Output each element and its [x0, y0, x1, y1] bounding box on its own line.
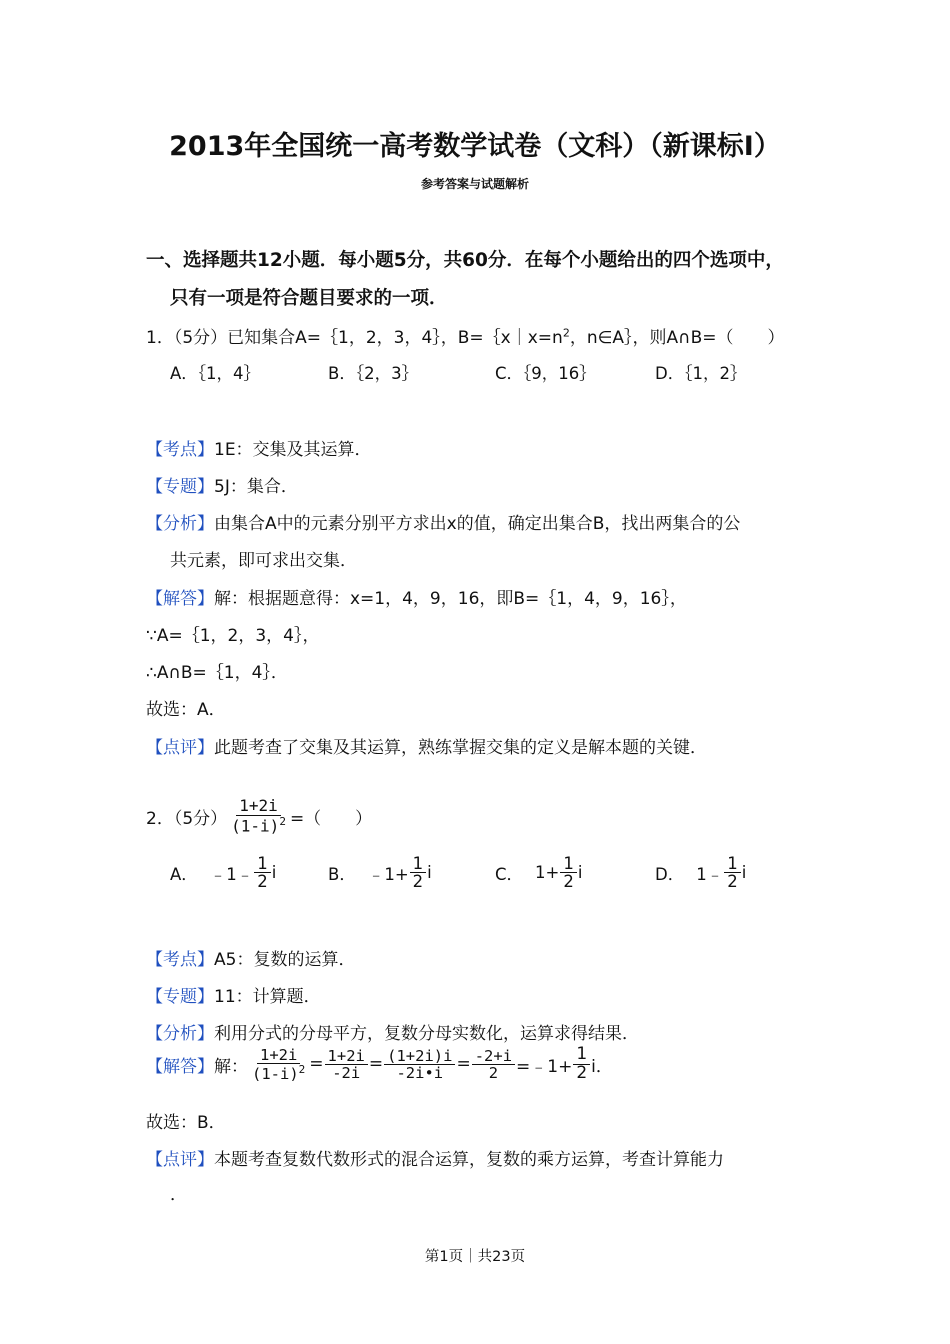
q2-step3-den: -2i•i: [396, 1063, 444, 1082]
q1-stem: [146, 323, 785, 348]
q1-option-d: D．｛1，2｝: [655, 364, 747, 383]
q2-tail-num: 1: [573, 1046, 590, 1065]
q2-zhuanti-text: 11：计算题．: [214, 987, 321, 1007]
q2-option-b: [328, 855, 432, 891]
q2-tail-den: 2: [576, 1062, 588, 1083]
page-title: 2013年全国统一高考数学试卷（文科）（新课标Ⅰ）: [169, 131, 781, 162]
q2-step4: [472, 1048, 515, 1082]
q2-step1-sup: 2: [298, 1062, 306, 1076]
q2-kaodian: [146, 945, 355, 970]
q2-fenxi-text: 利用分式的分母平方，复数分母实数化，运算求得结果．: [214, 1024, 639, 1044]
q1-fenxi: [146, 509, 740, 534]
q2-option-c-num: 1: [560, 855, 577, 873]
q2-option-c-i: i: [577, 863, 583, 883]
q2-step1-den-base: (1-i): [252, 1064, 299, 1083]
tag-dianping: 【点评】: [146, 738, 214, 758]
q1-kaodian: [146, 435, 372, 460]
q2-step1: [249, 1047, 308, 1083]
q2-tail-post: i．: [591, 1056, 613, 1077]
q2-eq-3: =: [456, 1054, 471, 1075]
tag-zhuanti-2: 【专题】: [146, 987, 214, 1007]
q2-step2-den: -2i: [332, 1063, 361, 1082]
q2-option-c-den: 2: [563, 872, 574, 892]
tag-kaodian: 【考点】: [146, 440, 214, 460]
tag-kaodian-2: 【考点】: [146, 950, 214, 970]
q2-eq-2: =: [368, 1054, 384, 1075]
q2-option-a-i: i: [271, 863, 277, 883]
q2-step1-num: 1+2i: [257, 1047, 300, 1064]
q2-option-d: [655, 855, 746, 891]
q1-fenxi-text-2: 共元素，即可求出交集．: [170, 551, 357, 571]
q1-zhuanti: [146, 472, 298, 497]
q2-kaodian-text: A5：复数的运算．: [214, 950, 356, 970]
q2-option-d-num: 1: [724, 855, 741, 873]
q1-dianping: [146, 733, 707, 758]
tag-zhuanti: 【专题】: [146, 477, 214, 497]
q2-fraction: [228, 798, 289, 835]
tag-fenxi: 【分析】: [146, 514, 214, 534]
tag-fenxi-2: 【分析】: [146, 1024, 214, 1044]
section-heading-line2: 只有一项是符合题目要求的一项．: [170, 288, 448, 309]
q2-option-c-label: C．: [495, 864, 524, 884]
q1-jieda: [146, 584, 687, 609]
q2-option-b-i: i: [427, 863, 432, 883]
page-footer: 第1页｜共23页: [424, 1249, 526, 1265]
q2-dianping-text-2: ．: [170, 1185, 187, 1205]
q2-frac-den: [228, 816, 289, 835]
q1-jieda-text: 解：根据题意得：x=1，4，9，16，即B=｛1，4，9，16｝，: [214, 589, 687, 609]
q2-stem: [146, 798, 372, 835]
q1-option-a: A．｛1，4｝: [170, 364, 261, 383]
q2-step4-num: -2+i: [472, 1048, 515, 1065]
q2-option-d-pre: 1﹣: [696, 864, 724, 884]
q2-option-d-label: D．: [655, 864, 685, 884]
q2-frac-num: 1+2i: [236, 798, 281, 816]
section-heading-line1: 一、选择题共12小题．每小题5分，共60分．在每个小题给出的四个选项中，: [146, 250, 784, 271]
page-subtitle: 参考答案与试题解析: [420, 177, 529, 191]
tag-jieda: 【解答】: [146, 589, 214, 609]
q2-option-a-frac: [254, 855, 271, 891]
q2-tail-frac: [573, 1046, 590, 1083]
q2-suffix: =（ ）: [289, 808, 373, 829]
q2-option-b-frac: [410, 855, 427, 891]
q1-answer: 故选：A．: [146, 700, 226, 720]
q1-stem-sup: 2: [562, 326, 570, 340]
q1-stem-a: 1．（5分）已知集合A=｛1，2，3，4｝，B=｛x｜x=n: [146, 328, 563, 348]
q1-option-b: B．｛2，3｝: [328, 364, 419, 383]
q1-fenxi-text-1: 由集合A中的元素分别平方求出x的值，确定出集合B，找出两集合的公: [214, 514, 741, 534]
q2-step3-num: (1+2i)i: [384, 1048, 455, 1065]
q2-option-a: [170, 855, 276, 891]
q2-tail-pre: =﹣1+: [516, 1056, 573, 1077]
q1-line-a: ∵A=｛1，2，3，4｝，: [146, 626, 320, 646]
q2-zhuanti: [146, 982, 321, 1007]
q1-line-b: ∴A∩B=｛1，4｝．: [146, 663, 288, 683]
q1-stem-b: ，n∈A｝，则A∩B=（ ）: [569, 328, 785, 348]
q2-step4-den: 2: [488, 1063, 499, 1082]
q2-option-c-pre: 1+: [535, 863, 560, 883]
q2-prefix: 2．（5分）: [146, 808, 228, 829]
q2-dianping: [146, 1145, 724, 1170]
q2-step2-num: 1+2i: [325, 1048, 368, 1065]
q2-option-a-den: 2: [257, 872, 268, 892]
q2-option-b-den: 2: [412, 872, 424, 892]
q2-option-d-den: 2: [727, 872, 738, 892]
q2-step1-den: [249, 1064, 308, 1082]
q2-option-c: [495, 855, 582, 891]
q2-jieda: [146, 1046, 613, 1083]
q2-option-a-label: A．: [170, 864, 198, 884]
q2-answer: 故选：B．: [146, 1113, 226, 1133]
q2-option-c-frac: [560, 855, 577, 891]
q2-option-b-pre: ﹣1+: [367, 864, 409, 884]
q2-jieda-prefix: 解：: [214, 1056, 248, 1077]
q2-option-a-pre: ﹣1﹣: [209, 864, 254, 884]
q2-step2: [325, 1048, 368, 1082]
q2-frac-sup: 2: [279, 814, 286, 828]
q2-fenxi: [146, 1019, 639, 1044]
q2-option-d-i: i: [741, 863, 747, 883]
q2-dianping-text-1: 本题考查复数代数形式的混合运算，复数的乘方运算，考查计算能力: [214, 1150, 724, 1170]
q2-option-b-num: 1: [410, 855, 427, 873]
q2-option-d-frac: [724, 855, 741, 891]
q2-step3: [384, 1048, 455, 1082]
tag-dianping-2: 【点评】: [146, 1150, 214, 1170]
q2-option-b-label: B．: [328, 864, 356, 884]
q1-dianping-text: 此题考查了交集及其运算，熟练掌握交集的定义是解本题的关键．: [214, 738, 707, 758]
q1-zhuanti-text: 5J：集合．: [214, 477, 298, 497]
q2-option-a-num: 1: [254, 855, 271, 873]
tag-jieda-2: 【解答】: [146, 1056, 214, 1077]
q1-kaodian-text: 1E：交集及其运算．: [214, 440, 372, 460]
q2-eq-1: =: [309, 1054, 324, 1075]
q2-frac-den-base: (1-i): [231, 816, 280, 836]
q1-option-c: C．｛9，16｝: [495, 364, 596, 383]
